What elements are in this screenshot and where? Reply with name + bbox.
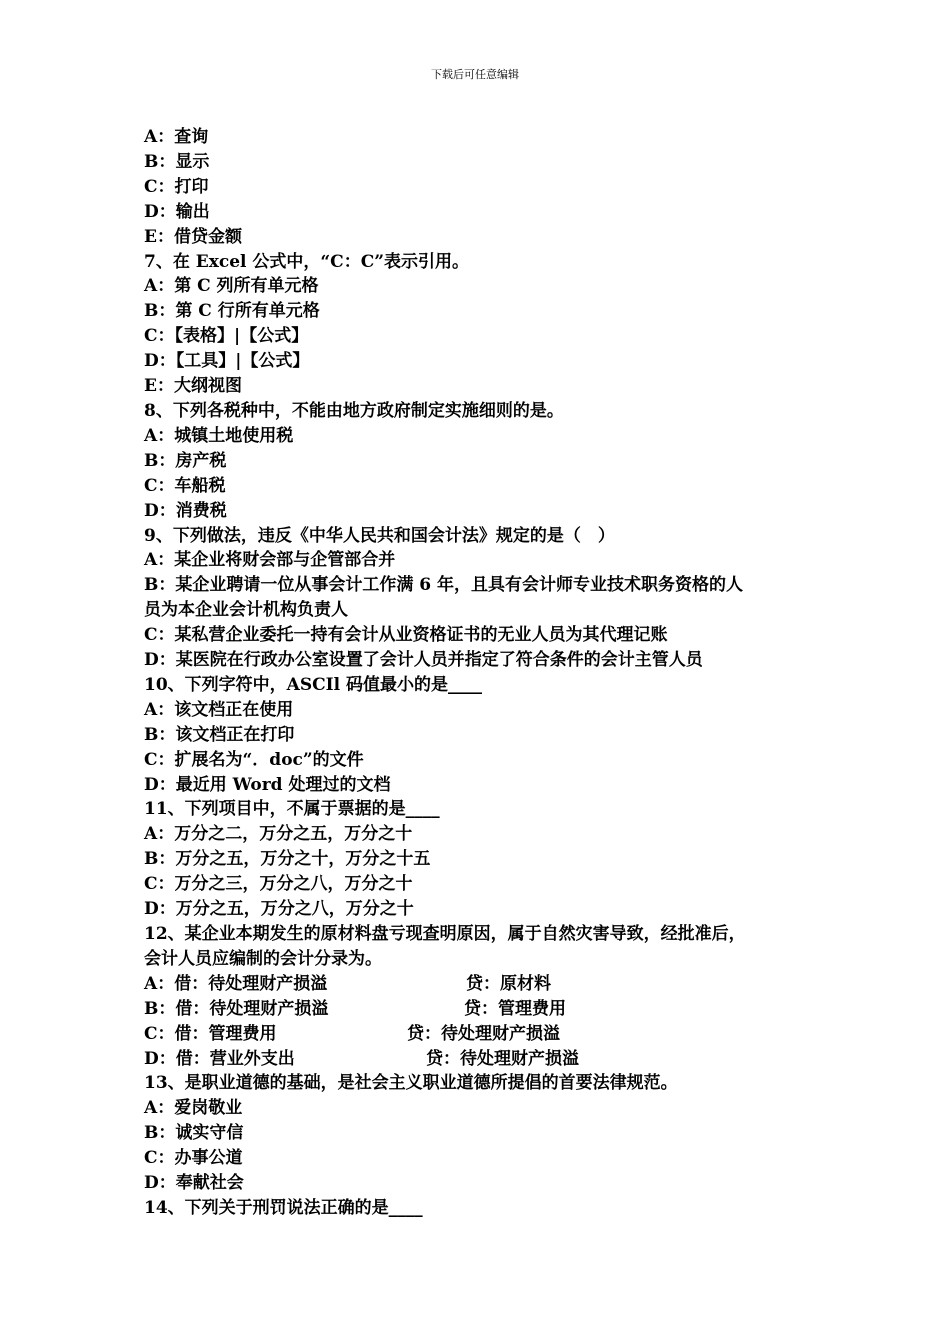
line-q13-d: D：奉献社会 — [144, 1173, 244, 1194]
line-q8-d: D：消费税 — [144, 500, 227, 521]
line-q12-c — [144, 1022, 834, 1047]
credit-text: 贷：管理费用 — [464, 998, 566, 1019]
debit-text: A：借：待处理财产损溢 — [144, 973, 328, 994]
line-q7: 7、在 Excel 公式中，“C：C”表示引用。 — [144, 251, 469, 272]
line-q10-a: A：该文档正在使用 — [144, 699, 294, 720]
line-q13-b: B：诚实守信 — [144, 1123, 244, 1144]
line-opt-c-print: C：打印 — [144, 176, 209, 197]
line-opt-b-display: B：显示 — [144, 151, 210, 172]
line-q9-a: A：某企业将财会部与企管部合并 — [144, 550, 396, 571]
line-q11-d: D：万分之五，万分之八，万分之十 — [144, 899, 414, 920]
credit-text: 贷：原材料 — [466, 973, 551, 994]
line-q8-c: C：车船税 — [144, 475, 226, 496]
credit-text: 贷：待处理财产损溢 — [407, 1023, 560, 1044]
debit-text: C：借：管理费用 — [144, 1023, 277, 1044]
line-q9-b2: 员为本企业会计机构负责人 — [144, 600, 348, 621]
line-q8: 8、下列各税种中，不能由地方政府制定实施细则的是。 — [144, 400, 564, 421]
line-q8-b: B：房产税 — [144, 450, 227, 471]
line-q11: 11、下列项目中，不属于票据的是____ — [144, 799, 440, 820]
line-q7-e: E：大纲视图 — [144, 376, 242, 397]
line-q7-a: A：第 C 列所有单元格 — [144, 276, 319, 297]
line-q7-d: D：【工具】|【公式】 — [144, 351, 310, 372]
line-opt-e-amount: E：借贷金额 — [144, 226, 242, 247]
line-q8-a: A：城镇土地使用税 — [144, 425, 294, 446]
document-body — [144, 125, 834, 1221]
credit-text: 贷：待处理财产损溢 — [426, 1048, 579, 1069]
line-q10-d: D：最近用 Word 处理过的文档 — [144, 774, 391, 795]
line-q13-a: A：爱岗敬业 — [144, 1098, 243, 1119]
line-q9-c: C：某私营企业委托一持有会计从业资格证书的无业人员为其代理记账 — [144, 625, 668, 646]
line-q13-c: C：办事公道 — [144, 1148, 243, 1169]
line-q9-d: D：某医院在行政办公室设置了会计人员并指定了符合条件的会计主管人员 — [144, 650, 703, 671]
debit-text: B：借：待处理财产损溢 — [144, 998, 329, 1019]
line-q10: 10、下列字符中，ASCIl 码值最小的是____ — [144, 674, 482, 695]
line-q11-a: A：万分之二，万分之五，万分之十 — [144, 824, 413, 845]
line-q12-1: 12、某企业本期发生的原材料盘亏现查明原因，属于自然灾害导致，经批准后， — [144, 924, 746, 944]
line-q10-c: C：扩展名为“．doc”的文件 — [144, 749, 364, 770]
line-q9-b1: B：某企业聘请一位从事会计工作满 6 年，且具有会计师专业技术职务资格的人 — [144, 575, 744, 596]
line-q12-a — [144, 972, 834, 997]
page-header: 下载后可任意编辑 — [431, 68, 519, 81]
line-q13: 13、是职业道德的基础，是社会主义职业道德所提倡的首要法律规范。 — [144, 1073, 678, 1094]
line-q7-b: B：第 C 行所有单元格 — [144, 301, 320, 322]
line-q12-2: 会计人员应编制的会计分录为。 — [144, 948, 382, 969]
debit-text: D：借：营业外支出 — [144, 1048, 295, 1069]
line-q10-b: B：该文档正在打印 — [144, 724, 295, 745]
line-q11-c: C：万分之三，万分之八，万分之十 — [144, 874, 413, 895]
line-q14: 14、下列关于刑罚说法正确的是____ — [144, 1197, 423, 1218]
line-q9: 9、下列做法，违反《中华人民共和国会计法》规定的是（ ） — [144, 525, 615, 546]
line-q12-d — [144, 1047, 834, 1072]
line-q12-b — [144, 997, 834, 1022]
line-q7-c: C：【表格】|【公式】 — [144, 326, 309, 347]
line-q11-b: B：万分之五，万分之十，万分之十五 — [144, 849, 431, 870]
line-opt-d-output: D：输出 — [144, 201, 210, 222]
line-opt-a-query: A：查询 — [144, 127, 209, 147]
